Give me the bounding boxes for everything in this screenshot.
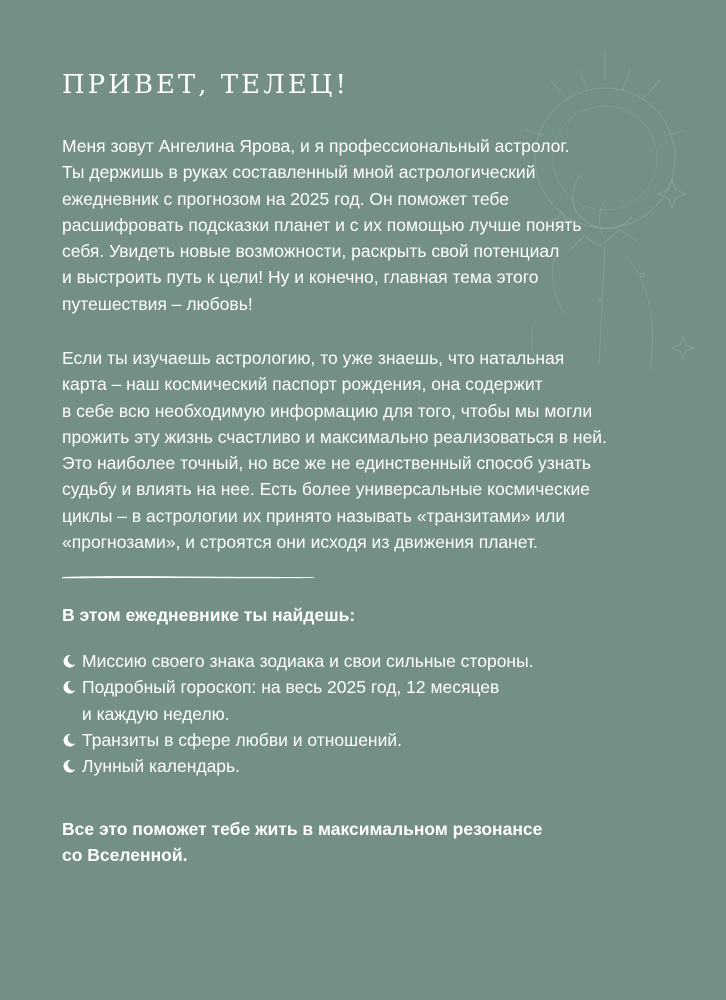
features-heading: В этом ежедневнике ты найдешь:	[62, 605, 356, 625]
closing-line: со Вселенной.	[62, 845, 188, 866]
closing-line: Все это поможет тебе жить в максимальном резонансе	[62, 819, 543, 839]
intro-line: Ты держишь в руках составленный мной астрологический	[62, 162, 536, 183]
features-list-item	[62, 674, 682, 727]
intro-line: расшифровать подсказки планет и с их помощью лучше понять	[62, 214, 582, 235]
feature-line: Лунный календарь.	[82, 756, 241, 777]
feature-line: Миссию своего знака зодиака и свои сильные стороны.	[82, 651, 534, 671]
features-list-item	[62, 753, 682, 779]
crescent-moon-icon	[62, 680, 76, 694]
feature-line: Подробный гороскоп: на весь 2025 год, 12 месяцев	[82, 677, 500, 698]
astrology-line: прожить эту жизнь счастливо и максимально реализоваться в ней.	[62, 426, 607, 447]
features-list	[62, 648, 682, 779]
intro-paragraph	[62, 133, 662, 317]
intro-line: себя. Увидеть новые возможности, раскрыть свой потенциал	[62, 241, 560, 262]
intro-line: Меня зовут Ангелина Ярова, и я профессиональный астролог.	[62, 136, 570, 156]
feature-line: Транзиты в сфере любви и отношений.	[82, 729, 402, 750]
astrology-line: судьбу и влиять на нее. Есть более универсальные космические	[62, 479, 591, 500]
astrology-paragraph	[62, 345, 662, 555]
crescent-moon-icon	[62, 733, 76, 747]
astrology-line: карта – наш космический паспорт рождения, она содержит	[62, 374, 543, 395]
intro-line: ежедневник с прогнозом на 2025 год. Он поможет тебе	[62, 188, 509, 209]
astrology-line: «прогнозами», и строятся они исходя из движения планет.	[62, 532, 538, 553]
crescent-moon-icon	[62, 654, 76, 668]
features-list-item	[62, 648, 682, 674]
astrology-line: Это наиболее точный, но все же не единственный способ узнать	[62, 453, 591, 474]
crescent-moon-icon	[62, 759, 76, 773]
astrology-line: циклы – в астрологии их принято называть «транзитами» или	[62, 505, 566, 526]
astrology-line: Если ты изучаешь астрологию, то уже знаешь, что натальная	[62, 348, 565, 368]
intro-line: и выстроить путь к цели! Ну и конечно, главная тема этого	[62, 267, 539, 288]
page-title: ПРИВЕТ, ТЕЛЕЦ!	[62, 70, 349, 100]
feature-line: и каждую неделю.	[82, 703, 230, 724]
closing-statement	[62, 816, 542, 869]
features-list-item	[62, 727, 682, 753]
astrology-line: в себе всю необходимую информацию для того, чтобы мы могли	[62, 400, 593, 421]
intro-line: путешествия – любовь!	[62, 293, 253, 314]
brush-divider	[62, 574, 314, 580]
